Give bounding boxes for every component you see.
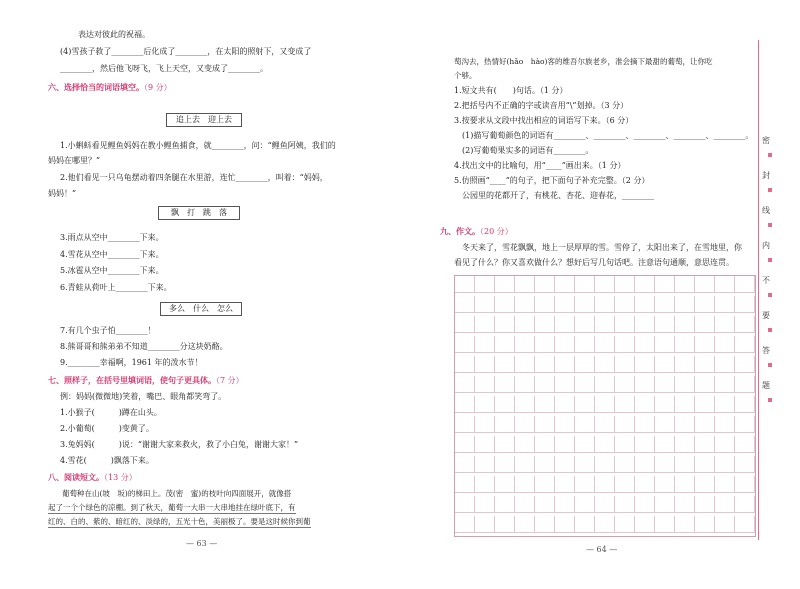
question-8: 8.熊哥哥和熊弟弟不知道________分这块奶酪。	[60, 342, 228, 351]
answer-5-cont: 公园里的花都开了，有桃花、杏花、迎春花，________	[462, 191, 654, 200]
grid-cell[interactable]	[515, 336, 535, 353]
grid-cell[interactable]	[555, 396, 575, 413]
grid-cell[interactable]	[635, 356, 655, 373]
grid-cell[interactable]	[515, 516, 535, 533]
grid-cell[interactable]	[575, 496, 595, 513]
practice-4: 4.雪花( )飘落下来。	[60, 456, 154, 465]
grid-cell[interactable]	[695, 296, 715, 313]
grid-cell[interactable]	[715, 336, 735, 353]
grid-cell[interactable]	[495, 476, 515, 493]
question-9: 9.________幸福啊，1961 年的泼水节！	[60, 358, 203, 367]
grid-cell[interactable]	[635, 296, 655, 313]
grid-cell[interactable]	[575, 376, 595, 393]
grid-cell[interactable]	[715, 416, 735, 433]
grid-cell[interactable]	[655, 516, 675, 533]
practice-2: 2.小葡萄( )变黄了。	[60, 424, 154, 433]
grid-cell[interactable]	[455, 456, 475, 473]
grid-cell[interactable]	[695, 396, 715, 413]
grid-cell[interactable]	[615, 336, 635, 353]
word-box-3: 多么 什么 怎么	[160, 302, 242, 316]
grid-cell[interactable]	[695, 476, 715, 493]
grid-cell[interactable]	[655, 336, 675, 353]
essay-prompt-2: 看见了什么？你又喜欢做什么？想好后写几句话吧。注意语句通顺，意思连贯。	[454, 258, 734, 267]
grid-cell[interactable]	[615, 396, 635, 413]
page-number: — 64 —	[586, 545, 618, 554]
grid-cell[interactable]	[515, 456, 535, 473]
grid-cell[interactable]	[595, 516, 615, 533]
grid-cell[interactable]	[595, 336, 615, 353]
grid-cell[interactable]	[595, 396, 615, 413]
essay-prompt-1: 冬天来了，雪花飘飘，地上一层厚厚的雪。雪停了，太阳出来了，在雪地里，你	[462, 243, 742, 252]
grid-cell[interactable]	[695, 456, 715, 473]
grid-cell[interactable]	[695, 336, 715, 353]
grid-cell[interactable]	[635, 416, 655, 433]
grid-cell[interactable]	[535, 276, 555, 293]
grid-cell[interactable]	[635, 456, 655, 473]
grid-cell[interactable]	[535, 456, 555, 473]
grid-cell[interactable]	[615, 456, 635, 473]
word-box-1: 追上去 迎上去	[166, 113, 242, 127]
grid-cell[interactable]	[635, 436, 655, 453]
grid-cell[interactable]	[615, 516, 635, 533]
section-6-title: 六、选择恰当的词语填空。（9 分）	[48, 82, 172, 92]
grid-cell[interactable]	[495, 376, 515, 393]
grid-cell[interactable]	[515, 356, 535, 373]
grid-cell[interactable]	[655, 356, 675, 373]
grid-cell[interactable]	[715, 496, 735, 513]
grid-cell[interactable]	[735, 496, 755, 513]
grid-cell[interactable]	[655, 456, 675, 473]
seal-char: 题	[762, 381, 770, 390]
grid-cell[interactable]	[715, 476, 735, 493]
section-9-title: 九、作文。（20 分）	[440, 226, 513, 236]
grid-cell[interactable]	[455, 276, 475, 293]
grid-cell[interactable]	[535, 356, 555, 373]
grid-cell[interactable]	[595, 416, 615, 433]
grid-cell[interactable]	[495, 456, 515, 473]
grid-cell[interactable]	[555, 276, 575, 293]
writing-grid[interactable]	[454, 275, 756, 537]
grid-cell[interactable]	[595, 496, 615, 513]
grid-cell[interactable]	[715, 456, 735, 473]
grid-cell[interactable]	[715, 396, 735, 413]
grid-cell[interactable]	[475, 376, 495, 393]
grid-cell[interactable]	[715, 316, 735, 333]
answer-1: 1.短文共有( )句话。（1 分）	[454, 86, 568, 95]
grid-cell[interactable]	[575, 316, 595, 333]
grid-cell[interactable]	[555, 376, 575, 393]
grid-cell[interactable]	[455, 316, 475, 333]
grid-cell[interactable]	[475, 276, 495, 293]
grid-cell[interactable]	[455, 376, 475, 393]
grid-cell[interactable]	[695, 496, 715, 513]
grid-cell[interactable]	[515, 496, 535, 513]
grid-cell[interactable]	[475, 476, 495, 493]
question-1-cont: 妈妈在哪里？”	[48, 156, 101, 165]
seal-char: 答	[762, 346, 770, 355]
grid-cell[interactable]	[735, 456, 755, 473]
grid-cell[interactable]	[475, 516, 495, 533]
grid-cell[interactable]	[675, 496, 695, 513]
seal-char: 要	[762, 311, 770, 320]
grid-cell[interactable]	[495, 296, 515, 313]
grid-cell[interactable]	[695, 516, 715, 533]
grid-cell[interactable]	[655, 376, 675, 393]
grid-cell[interactable]	[455, 416, 475, 433]
grid-cell[interactable]	[555, 476, 575, 493]
grid-cell[interactable]	[675, 376, 695, 393]
grid-cell[interactable]	[575, 356, 595, 373]
seal-marker-icon	[768, 293, 772, 297]
grid-cell[interactable]	[555, 356, 575, 373]
grid-cell[interactable]	[595, 276, 615, 293]
grid-cell[interactable]	[455, 356, 475, 373]
grid-cell[interactable]	[675, 476, 695, 493]
grid-cell[interactable]	[515, 316, 535, 333]
grid-cell[interactable]	[735, 376, 755, 393]
grid-cell[interactable]	[495, 516, 515, 533]
grid-cell[interactable]	[475, 336, 495, 353]
grid-cell[interactable]	[455, 496, 475, 513]
question-4: 4.雪花从空中________下来。	[60, 250, 164, 259]
grid-cell[interactable]	[495, 336, 515, 353]
grid-cell[interactable]	[735, 476, 755, 493]
grid-cell[interactable]	[695, 356, 715, 373]
grid-cell[interactable]	[455, 436, 475, 453]
grid-cell[interactable]	[575, 296, 595, 313]
grid-cell[interactable]	[675, 296, 695, 313]
grid-cell[interactable]	[715, 436, 735, 453]
grid-cell[interactable]	[635, 516, 655, 533]
grid-cell[interactable]	[735, 516, 755, 533]
seal-marker-icon	[768, 223, 772, 227]
grid-cell[interactable]	[515, 476, 535, 493]
grid-cell[interactable]	[515, 396, 535, 413]
grid-cell[interactable]	[595, 476, 615, 493]
grid-cell[interactable]	[495, 356, 515, 373]
grid-cell[interactable]	[575, 516, 595, 533]
grid-cell[interactable]	[575, 456, 595, 473]
seal-marker-icon	[768, 258, 772, 262]
grid-cell[interactable]	[735, 316, 755, 333]
grid-cell[interactable]	[735, 336, 755, 353]
grid-cell[interactable]	[475, 496, 495, 513]
seal-marker-icon	[768, 188, 772, 192]
grid-cell[interactable]	[535, 316, 555, 333]
seal-char: 密	[762, 136, 770, 145]
answer-4: 4.找出文中的比喻句，用“____”画出来。（1 分）	[454, 161, 626, 170]
grid-cell[interactable]	[655, 396, 675, 413]
grid-cell[interactable]	[715, 516, 735, 533]
grid-cell[interactable]	[655, 296, 675, 313]
grid-cell[interactable]	[495, 316, 515, 333]
reading-line-2: 起了一个个绿色的凉棚。到了秋天，葡萄一大串一大串地挂在绿叶底下，有	[48, 503, 296, 512]
seal-marker-icon	[768, 363, 772, 367]
seal-char: 内	[762, 241, 770, 250]
grid-cell[interactable]	[555, 436, 575, 453]
grid-cell[interactable]	[675, 316, 695, 333]
grid-cell[interactable]	[735, 416, 755, 433]
grid-cell[interactable]	[595, 316, 615, 333]
grid-cell[interactable]	[555, 416, 575, 433]
seal-char: 不	[762, 276, 770, 285]
grid-cell[interactable]	[575, 276, 595, 293]
grid-cell[interactable]	[655, 476, 675, 493]
question-3: 3.雨点从空中________下来。	[60, 233, 164, 242]
grid-cell[interactable]	[675, 456, 695, 473]
grid-cell[interactable]	[675, 416, 695, 433]
question-2-cont: 妈妈！”	[48, 189, 77, 198]
answer-5: 5.仿照画“____”的句子，把下面句子补充完整。（2 分）	[454, 176, 650, 185]
grid-cell[interactable]	[675, 396, 695, 413]
seal-char: 线	[762, 206, 770, 215]
grid-cell[interactable]	[475, 316, 495, 333]
grid-cell[interactable]	[535, 296, 555, 313]
grid-cell[interactable]	[615, 376, 635, 393]
grid-cell[interactable]	[515, 416, 535, 433]
grid-cell[interactable]	[635, 376, 655, 393]
grid-cell[interactable]	[675, 276, 695, 293]
grid-cell[interactable]	[515, 276, 535, 293]
answer-3-2: (2)写葡萄果实多的词语有________。	[462, 146, 594, 155]
page-64	[400, 0, 800, 589]
grid-cell[interactable]	[655, 316, 675, 333]
seal-marker-icon	[768, 153, 772, 157]
grid-cell[interactable]	[515, 436, 535, 453]
grid-cell[interactable]	[615, 436, 635, 453]
grid-cell[interactable]	[575, 416, 595, 433]
grid-cell[interactable]	[595, 376, 615, 393]
grid-cell[interactable]	[615, 296, 635, 313]
grid-cell[interactable]	[455, 396, 475, 413]
grid-cell[interactable]	[455, 476, 475, 493]
grid-cell[interactable]	[635, 276, 655, 293]
grid-cell[interactable]	[455, 336, 475, 353]
grid-cell[interactable]	[735, 396, 755, 413]
practice-1: 1.小猴子( )蹲在山头。	[60, 408, 162, 417]
word-box-2: 飘 打 跳 落	[158, 206, 240, 220]
grid-cell[interactable]	[615, 276, 635, 293]
grid-cell[interactable]	[495, 496, 515, 513]
text-line: ________，然后他飞呀飞，飞上天空，又变成了________。	[60, 64, 268, 73]
grid-cell[interactable]	[475, 436, 495, 453]
grid-cell[interactable]	[635, 396, 655, 413]
answer-3: 3.按要求从文段中找出相应的词语写下来。（6 分）	[454, 116, 634, 125]
grid-cell[interactable]	[555, 456, 575, 473]
grid-cell[interactable]	[635, 496, 655, 513]
grid-cell[interactable]	[675, 336, 695, 353]
page-number: — 63 —	[186, 539, 218, 548]
practice-3: 3.兔妈妈( )说：“谢谢大家来救火，救了小白兔，谢谢大家！”	[60, 440, 299, 449]
grid-cell[interactable]	[475, 416, 495, 433]
grid-cell[interactable]	[495, 396, 515, 413]
grid-cell[interactable]	[535, 476, 555, 493]
grid-cell[interactable]	[695, 316, 715, 333]
grid-cell[interactable]	[595, 436, 615, 453]
grid-cell[interactable]	[695, 376, 715, 393]
grid-cell[interactable]	[615, 476, 635, 493]
grid-cell[interactable]	[735, 436, 755, 453]
grid-cell[interactable]	[595, 456, 615, 473]
grid-cell[interactable]	[635, 336, 655, 353]
grid-cell[interactable]	[695, 416, 715, 433]
grid-cell[interactable]	[715, 356, 735, 373]
grid-cell[interactable]	[475, 356, 495, 373]
answer-2: 2.把括号内不正确的字或读音用“\”划掉。（3 分）	[454, 101, 629, 110]
grid-cell[interactable]	[555, 496, 575, 513]
grid-cell[interactable]	[555, 296, 575, 313]
grid-cell[interactable]	[555, 516, 575, 533]
grid-cell[interactable]	[715, 376, 735, 393]
reading-cont-2: 个够。	[454, 71, 477, 80]
text-line: (4)雪孩子救了________后化成了________，在太阳的照射下，又变成了	[60, 47, 312, 56]
grid-cell[interactable]	[615, 356, 635, 373]
grid-cell[interactable]	[535, 416, 555, 433]
grid-cell[interactable]	[575, 336, 595, 353]
grid-cell[interactable]	[615, 316, 635, 333]
text-line: 表达对彼此的祝福。	[78, 30, 150, 39]
grid-cell[interactable]	[455, 296, 475, 313]
grid-cell[interactable]	[455, 516, 475, 533]
seal-marker-icon	[768, 398, 772, 402]
grid-cell[interactable]	[635, 476, 655, 493]
grid-cell[interactable]	[615, 496, 635, 513]
grid-cell[interactable]	[575, 436, 595, 453]
grid-cell[interactable]	[475, 456, 495, 473]
grid-cell[interactable]	[595, 356, 615, 373]
section-8-title: 八、阅读短文。（13 分）	[48, 472, 137, 482]
grid-cell[interactable]	[695, 436, 715, 453]
seal-char: 封	[762, 171, 770, 180]
grid-cell[interactable]	[735, 356, 755, 373]
grid-cell[interactable]	[655, 416, 675, 433]
grid-cell[interactable]	[655, 496, 675, 513]
reading-line-1: 葡萄种在山(坡 坂)的梯田上。茂(密 蜜)的枝叶向四面展开，就像搭	[62, 489, 292, 498]
reading-cont-1: 萄沟去，热情好(hǎo hào)客的维吾尔族老乡，准会摘下最甜的葡萄，让你吃	[454, 57, 713, 66]
grid-cell[interactable]	[715, 276, 735, 293]
seal-line	[758, 40, 759, 540]
grid-cell[interactable]	[535, 376, 555, 393]
seal-marker-icon	[768, 328, 772, 332]
grid-cell[interactable]	[535, 336, 555, 353]
grid-cell[interactable]	[535, 436, 555, 453]
grid-cell[interactable]	[515, 376, 535, 393]
grid-cell[interactable]	[655, 436, 675, 453]
grid-cell[interactable]	[635, 316, 655, 333]
example-sentence: 例：妈妈(微微地)笑着，嘴巴、眼角都笑弯了。	[60, 392, 227, 401]
grid-cell[interactable]	[735, 296, 755, 313]
question-5: 5.冰雹从空中________下来。	[60, 266, 164, 275]
grid-cell[interactable]	[555, 336, 575, 353]
grid-cell[interactable]	[495, 436, 515, 453]
grid-cell[interactable]	[475, 296, 495, 313]
grid-cell[interactable]	[495, 276, 515, 293]
grid-cell[interactable]	[535, 396, 555, 413]
section-7-title: 七、照样子，在括号里填词语，使句子更具体。（7 分）	[48, 375, 244, 385]
grid-cell[interactable]	[675, 436, 695, 453]
question-7: 7.有几个虫子怕________！	[60, 326, 156, 335]
grid-cell[interactable]	[695, 276, 715, 293]
grid-cell[interactable]	[575, 396, 595, 413]
grid-cell[interactable]	[475, 396, 495, 413]
grid-cell[interactable]	[575, 476, 595, 493]
grid-cell[interactable]	[535, 496, 555, 513]
question-1: 1.小蝌蚪看见鲤鱼妈妈在教小鲤鱼捕食，就________，问：“鲤鱼阿姨，我们的	[60, 141, 336, 150]
grid-cell[interactable]	[515, 296, 535, 313]
grid-cell[interactable]	[735, 276, 755, 293]
grid-cell[interactable]	[595, 296, 615, 313]
grid-cell[interactable]	[675, 516, 695, 533]
grid-cell[interactable]	[615, 416, 635, 433]
grid-cell[interactable]	[675, 356, 695, 373]
question-2: 2.他们看见一只乌龟摆动着四条腿在水里游，连忙________，叫着：“妈妈，	[60, 173, 328, 182]
grid-cell[interactable]	[655, 276, 675, 293]
reading-line-3: 红的、白的、紫的、暗红的、淡绿的，五光十色，美丽极了。要是这时候你到葡	[48, 517, 311, 526]
grid-cell[interactable]	[715, 296, 735, 313]
question-6: 6.青蛙从荷叶上________下来。	[60, 283, 172, 292]
grid-cell[interactable]	[535, 516, 555, 533]
grid-cell[interactable]	[555, 316, 575, 333]
answer-3-1: (1)描写葡萄颜色的词语有________、________、________、________、________。	[462, 131, 754, 140]
grid-cell[interactable]	[495, 416, 515, 433]
